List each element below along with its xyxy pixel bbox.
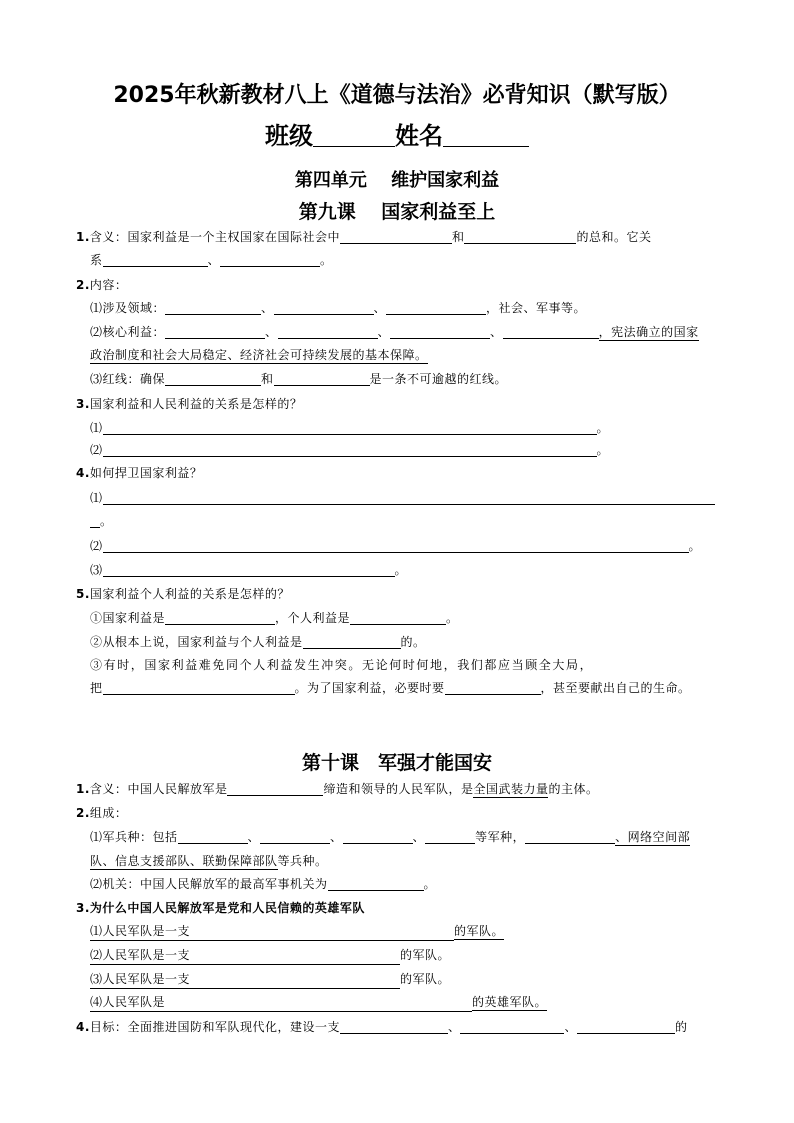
q-text: 、 <box>261 301 274 315</box>
answer-blank[interactable] <box>103 443 597 457</box>
q-text: ⑴ <box>90 421 103 435</box>
answer-blank[interactable] <box>103 539 689 553</box>
q-label: 内容： <box>89 278 128 292</box>
q-label: 含义： <box>89 782 128 796</box>
answer-blank[interactable] <box>386 301 486 315</box>
l10-q2-a-cont <box>90 852 328 869</box>
q-text: 为什么中国人民解放军是党和人民信赖的英雄军队 <box>89 901 365 915</box>
q-text: 国家利益个人利益的关系是怎样的？ <box>89 587 290 601</box>
q-text: 。 <box>423 877 437 891</box>
l9-q4-p1-cont <box>90 512 113 529</box>
answer-blank[interactable] <box>460 1020 564 1034</box>
q-number: 4. <box>76 1020 90 1034</box>
l9-q3-title <box>76 395 302 412</box>
q-text: 、 <box>564 1020 577 1034</box>
q-text: 。为了国家利益，必要时要 <box>294 681 445 695</box>
l9-q5-c2 <box>90 679 691 696</box>
answer-blank[interactable] <box>328 877 424 891</box>
q-text: ⑶人民军队是一支 <box>90 970 400 989</box>
q-text: ⑶ <box>90 563 103 577</box>
q-text: 、网络空间部 <box>615 830 691 844</box>
l9-q4-p1 <box>90 489 715 506</box>
class-blank[interactable] <box>313 121 395 147</box>
q-text: ⑵ <box>90 539 103 553</box>
answer-blank[interactable] <box>525 830 615 844</box>
answer-blank[interactable] <box>165 325 265 339</box>
l10-q4 <box>76 1018 688 1035</box>
q-text: ⑷人民军队是 <box>90 993 472 1012</box>
l9-q2-title <box>76 276 127 293</box>
q-text: 的英雄军队。 <box>472 995 548 1009</box>
q-text: ⑶红线：确保 <box>90 372 166 386</box>
q-text: ⑵核心利益： <box>90 325 166 339</box>
q-text: 、 <box>412 830 426 844</box>
q-number: 1. <box>76 230 90 244</box>
q-text: 。 <box>688 539 702 553</box>
q-text: 、 <box>447 1020 461 1034</box>
l10-q3-p4 <box>90 993 547 1012</box>
q-text: 、 <box>490 325 503 339</box>
answer-blank[interactable] <box>260 830 330 844</box>
q-text: 全国武装力量 <box>473 782 549 796</box>
q-text: 政治制度和社会大局稳定、经济社会可持续发展的基本保障。 <box>90 348 428 362</box>
l10-q2-a <box>90 828 690 845</box>
q-text: 。 <box>596 421 610 435</box>
q-text: 。 <box>446 611 459 625</box>
q-text: ，甚至要献出自己的生命。 <box>540 681 691 695</box>
l9-q2-a <box>90 299 586 316</box>
q-text: 的 <box>674 1020 688 1034</box>
q-text: 的军队。 <box>454 924 505 938</box>
l10-q3-p1 <box>90 922 504 941</box>
answer-blank[interactable] <box>278 325 378 339</box>
q-text: 中国人民解放军是 <box>127 782 228 796</box>
lesson9-heading: 第九课 国家利益至上 <box>298 201 496 223</box>
unit-heading: 第四单元 维护国家利益 <box>294 170 500 191</box>
answer-blank[interactable] <box>274 372 370 386</box>
q-number: 2. <box>76 806 90 820</box>
q-number: 3. <box>76 397 90 411</box>
q-text: 。 <box>320 253 333 267</box>
q-text: 国家利益是一个主权国家在国际社会中 <box>127 230 340 244</box>
answer-blank[interactable] <box>340 1020 448 1034</box>
l9-q5-title <box>76 585 290 602</box>
l9-q5-b <box>90 633 426 650</box>
q-text: 全面推进国防和军队现代化，建设一支 <box>127 1020 340 1034</box>
l9-q3-p1 <box>90 419 609 436</box>
q-text: 的军队。 <box>400 948 451 962</box>
answer-blank[interactable] <box>103 421 597 435</box>
name-label: 姓名 <box>395 122 443 150</box>
q-text: 的军队。 <box>400 972 451 986</box>
q-label: 组成： <box>89 806 128 820</box>
class-label: 班级 <box>265 122 313 150</box>
q-number: 2. <box>76 278 90 292</box>
answer-blank[interactable] <box>303 635 401 649</box>
q-text: 的总和。它关 <box>576 230 652 244</box>
answer-blank[interactable] <box>90 514 100 528</box>
q-text: 、 <box>207 253 221 267</box>
answer-blank[interactable] <box>445 681 541 695</box>
answer-blank[interactable] <box>103 681 295 695</box>
answer-blank[interactable] <box>103 491 715 505</box>
answer-blank[interactable] <box>343 830 413 844</box>
q-number: 5. <box>76 587 90 601</box>
l10-q3-title <box>76 899 365 916</box>
q-text: ⑵ <box>90 443 103 457</box>
q-text: 和 <box>261 372 274 386</box>
answer-blank[interactable] <box>165 372 261 386</box>
q-number: 1. <box>76 782 90 796</box>
q-text: ②从根本上说，国家利益与个人利益是 <box>90 635 303 649</box>
answer-blank[interactable] <box>425 830 475 844</box>
answer-blank[interactable] <box>178 830 248 844</box>
answer-blank[interactable] <box>165 301 261 315</box>
answer-blank[interactable] <box>227 782 323 796</box>
q-text: 如何捍卫国家利益？ <box>89 466 203 480</box>
answer-blank[interactable] <box>577 1020 675 1034</box>
l9-q3-p2 <box>90 441 609 458</box>
l9-q2-b <box>90 323 699 340</box>
q-text: ⑴涉及领域： <box>90 301 166 315</box>
q-text: 。 <box>596 443 610 457</box>
q-text: 、 <box>377 325 391 339</box>
l9-q4-p3 <box>90 561 407 578</box>
q-text: ，个人利益是 <box>275 611 351 625</box>
answer-blank[interactable] <box>390 325 490 339</box>
q-text: 等军种， <box>475 830 526 844</box>
q-text: ①国家利益是 <box>90 611 166 625</box>
q-text: ⑴军兵种：包括 <box>90 830 178 844</box>
answer-blank[interactable] <box>274 301 374 315</box>
q-text: ⑵机关：中国人民解放军的最高军事机关为 <box>90 877 328 891</box>
l9-q4-p2 <box>90 537 701 554</box>
q-text: 、 <box>373 301 387 315</box>
lesson10-heading: 第十课 军强才能国安 <box>301 752 492 774</box>
q-text: 队、信息支援部队、联勤保障部队 <box>90 854 278 868</box>
answer-blank[interactable] <box>103 563 395 577</box>
q-text: 的。 <box>400 635 426 649</box>
q-text: ⑴人民军队是一支 <box>90 922 454 941</box>
q-text: 的主体。 <box>548 782 599 796</box>
q-text: ，宪法确立的国家 <box>598 325 699 339</box>
l9-q5-a <box>90 609 459 626</box>
l10-q2-title <box>76 804 127 821</box>
q-text: 等兵种。 <box>277 854 328 868</box>
q-text: 和 <box>451 230 465 244</box>
q-number: 4. <box>76 466 90 480</box>
q-text: 、 <box>265 325 278 339</box>
q-text: 缔造和领导的人民军队，是 <box>323 782 474 796</box>
q-text: ⑴ <box>90 491 103 505</box>
q-text: 、 <box>330 830 343 844</box>
q-label: 含义： <box>89 230 128 244</box>
answer-blank[interactable] <box>503 325 599 339</box>
l9-q2-c <box>90 370 507 387</box>
l9-q5-c <box>90 656 593 673</box>
answer-blank[interactable] <box>220 253 320 267</box>
l9-q4-title <box>76 464 202 481</box>
l10-q3-p3 <box>90 970 450 989</box>
q-text: 。 <box>100 514 113 528</box>
q-text: ⑵人民军队是一支 <box>90 946 400 965</box>
q-label: 目标： <box>89 1020 128 1034</box>
q-text: 是一条不可逾越的红线。 <box>369 372 508 386</box>
answer-blank[interactable] <box>350 611 446 625</box>
page-title: 2025年秋新教材八上《道德与法治》必背知识（默写版） <box>113 83 681 108</box>
l9-q1-line1 <box>76 228 651 245</box>
l9-q2-b2 <box>90 346 428 363</box>
q-text: ，社会、军事等。 <box>486 301 587 315</box>
q-text: 。 <box>394 563 408 577</box>
answer-blank[interactable] <box>103 253 208 267</box>
q-text: 、 <box>247 830 261 844</box>
q-text: ③有时，国家利益难免同个人利益发生冲突。无论何时何地，我们都应当顾全大局， <box>90 658 594 672</box>
answer-blank[interactable] <box>340 230 452 244</box>
q-number: 3. <box>76 901 90 915</box>
l10-q3-p2 <box>90 946 450 965</box>
name-blank[interactable] <box>443 121 529 147</box>
l9-q1-line2 <box>90 251 333 268</box>
l10-q2-b <box>90 875 436 892</box>
q-text: 国家利益和人民利益的关系是怎样的？ <box>89 397 303 411</box>
class-name-line <box>0 116 794 151</box>
q-text: 把 <box>90 681 103 695</box>
answer-blank[interactable] <box>165 611 275 625</box>
q-text: 系 <box>90 253 103 267</box>
l10-q1 <box>76 780 599 797</box>
answer-blank[interactable] <box>464 230 576 244</box>
